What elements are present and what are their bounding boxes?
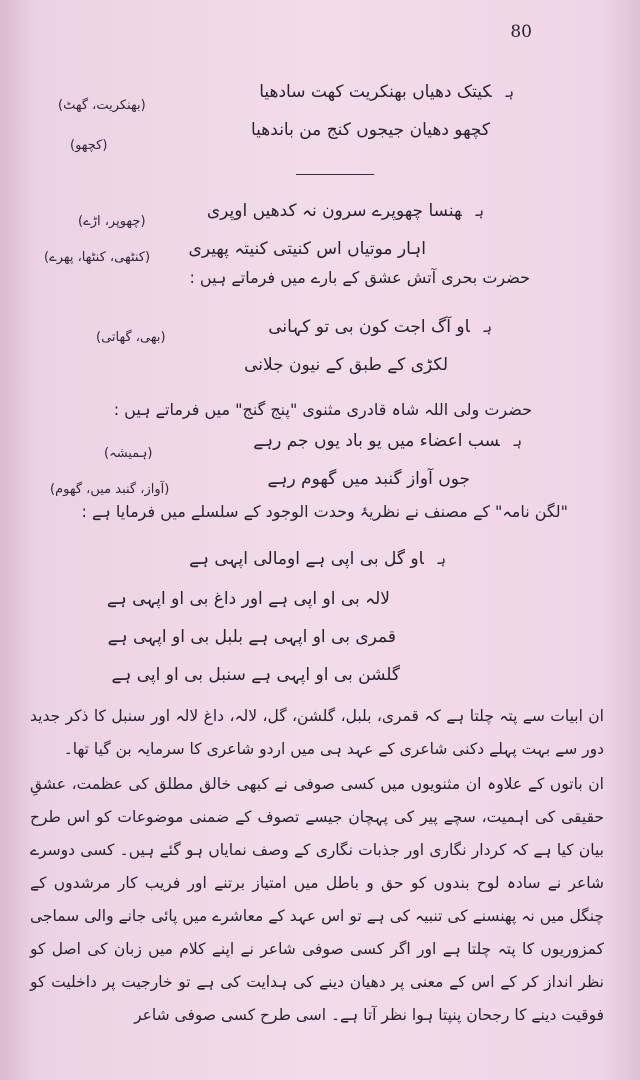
verse-1-line-1: ہکیتک دھیاں بھنکریت کھت سادھیا — [259, 82, 514, 102]
gloss-3: (بھی، گھاتی) — [96, 330, 166, 345]
verse-2-line-1: ہھنسا چھوپرے سرون نہ کدھیں اوپری — [206, 201, 484, 221]
gloss-4a: (ہمیشہ) — [104, 446, 153, 461]
gloss-1b: (کچھو) — [70, 138, 108, 153]
para-1: ان ابیات سے پتہ چلتا ہے کہ قمری، بلبل، گلشن، گل، لالہ، داغ لالہ اور سنبل کا ذکر جدید دور سے بہت پہلے دکنی شاعری کے عہد ہی میں اردو شاعری کا سرمایہ بن گیا تھا۔ — [30, 707, 604, 758]
verse-3-line-2: لکڑی کے طبق کے نیون جلانی — [244, 355, 448, 375]
para-2: ان باتوں کے علاوہ ان مثنویوں میں کسی صوفی نے کبھی خالق مطلق کی عظمت، عشقِ حقیقی کی اہمیت، سچے پیر کی پہچان جیسے تصوف کے ضمنی موضوعات کو اس طرح بیان کیا ہے کہ کردار نگاری اور جذبات نگاری کے وصف نمایاں ہو گئے ہیں۔ کسی دوسرے شاعر نے سادہ لوح بندوں کو حق و باطل میں امتیاز برتنے اور فریب کار مرشدوں کے چنگل میں نہ پھنسنے کی تنبیہ کی ہے تو اس عہد کے معاشرے میں پائی جانے والی سماجی کمزوریوں کا پتہ چلتا ہے اور اگر کسی صوفی شاعر نے اپنے کلام میں زبان کی اصل کو نظر انداز کر کے اس کے معنی پر دھیان دینے کی ہدایت کی ہے تو خارجیت پر داخلیت کو فوقیت دینے کا رجحان پنپتا ہوا نظر آتا ہے۔ اسی طرح کسی صوفی شاعر — [30, 775, 604, 1024]
intro-lagan: "لگن نامہ" کے مصنف نے نظریۂ وحدت الوجود کے سلسلے میں فرمایا ہے : — [81, 502, 568, 521]
page-number: 80 — [510, 22, 532, 42]
verse-marker: ہ — [505, 85, 514, 101]
intro-wali: حضرت ولی اللہ شاہ قادری مثنوی "پنج گنج" میں فرماتے ہیں : — [113, 400, 532, 419]
gloss-2a: (چھوپر، اڑے) — [78, 214, 146, 229]
verse-4-line-1: ہسب اعضاء میں یو باد یوں جم رہے — [253, 431, 522, 451]
gloss-1a: (بھنکریت، گھٹ) — [58, 98, 146, 113]
verse-5-line-2: لالہ بی او اپی ہے اور داغ بی او اپہی ہے — [106, 589, 390, 609]
gloss-4b: (آواز، گنبد میں، گھوم) — [50, 482, 170, 497]
verse-4-line-2: جوں آواز گنبد میں گھوم رہے — [267, 469, 470, 489]
verse-5-line-1: ہاو گل بی اپی ہے اومالی اپہی ہے — [189, 549, 446, 569]
body-paragraph — [30, 700, 604, 766]
verse-2-line-2: اہار موتیاں اس کنیتی کنیتہ پھیری — [188, 239, 426, 259]
verse-1-line-2: کچھو دھیان جیجوں کنج من باندھیا — [251, 120, 490, 140]
verse-5-line-4: گلشن بی او اپہی ہے سنبل بی او اپی ہے — [111, 665, 400, 685]
intro-bahri: حضرت بحری آتش عشق کے بارے میں فرماتے ہیں : — [189, 268, 530, 287]
verse-5-line-3: قمری بی او اپہی ہے بلبل بی او اپہی ہے — [107, 627, 396, 647]
gloss-2b: (کنٹھی، کنٹھا، پھرے) — [44, 250, 151, 265]
verse-3-line-1: ہاو آگ اجت کون بی تو کہانی — [268, 317, 492, 337]
section-divider — [296, 174, 374, 175]
body-paragraph-2 — [30, 768, 604, 1032]
